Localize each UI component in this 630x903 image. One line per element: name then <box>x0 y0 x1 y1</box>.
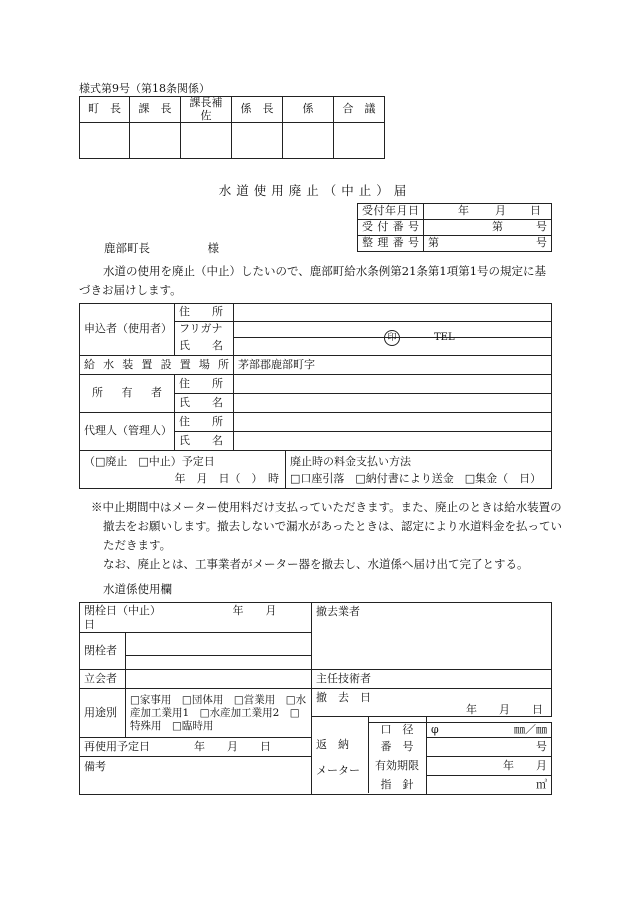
approval-header-consultation: 合 議 <box>334 97 385 123</box>
payment-method-cell[interactable] <box>286 451 552 489</box>
usage-label: 用途別 <box>80 689 126 738</box>
note-definition: なお、廃止とは、工事業者がメーター器を撤去し、水道係へ届け出て完了とする。 <box>103 557 529 571</box>
witness-label: 立会者 <box>80 670 126 689</box>
payment-label: 廃止時の料金支払い方法 <box>290 455 411 468</box>
approval-stamp-cell[interactable] <box>80 123 130 159</box>
chief-engineer-field[interactable]: 主任技術者 <box>312 670 552 689</box>
schedule-date-cell[interactable] <box>80 451 286 489</box>
meter-caliber-value[interactable]: 口 径 φ ㎜／㎜ <box>427 723 552 738</box>
meter-expiry-label: 有効期限 <box>375 759 419 773</box>
approval-header-subsection-chief: 係 長 <box>232 97 283 123</box>
meter-reading-value[interactable]: 指 針 ㎥ <box>427 776 552 795</box>
application-table <box>79 303 552 489</box>
owner-name-label: 氏 名 <box>175 394 234 413</box>
closing-date-field[interactable]: 閉栓日（中止） 年 月 日 <box>80 603 312 633</box>
closer-field-2[interactable] <box>126 656 312 670</box>
owner-address-field[interactable] <box>234 375 552 394</box>
agent-address-field[interactable] <box>234 413 552 432</box>
schedule-label: （□廃止 □中止）予定日 <box>84 455 215 468</box>
intro-text: 水道の使用を廃止（中止）したいので、鹿部町給水条例第21条第1項第1号の規定に基づきお届けします。 <box>79 264 547 297</box>
applicant-address-field[interactable] <box>234 304 552 322</box>
tel-label: TEL <box>434 332 455 343</box>
applicant-name-label: 氏 名 <box>175 338 234 356</box>
removal-date-label: 撤 去 日 <box>316 691 371 704</box>
office-use-table <box>79 602 552 795</box>
meter-grid-divider <box>368 716 369 793</box>
remover-field[interactable]: 撤去業者 <box>312 603 552 670</box>
owner-label: 所有者 <box>80 375 175 413</box>
return-label: 返 納 <box>316 738 349 752</box>
remarks-field[interactable]: 備考 <box>80 757 312 795</box>
meter-reading-label: 指 針 <box>380 778 414 792</box>
receipt-table <box>357 203 552 252</box>
approval-stamp-cell[interactable] <box>130 123 181 159</box>
removal-date-value: 年 月 日 <box>466 702 544 716</box>
approval-stamp-cell[interactable] <box>181 123 232 159</box>
meter-label: メーター <box>316 764 360 778</box>
agent-name-field[interactable] <box>234 432 552 451</box>
reuse-date-field[interactable]: 再使用予定日 年 月 日 <box>80 738 312 757</box>
receipt-number-label: 受付番号 <box>358 220 424 236</box>
receipt-date-value[interactable]: 年 月 日 <box>424 204 552 220</box>
applicant-address-label: 住 所 <box>175 304 234 322</box>
agent-name-label: 氏 名 <box>175 432 234 451</box>
office-section-heading: 水道係使用欄 <box>103 582 172 596</box>
approval-header-section-chief: 課 長 <box>130 97 181 123</box>
meter-caliber-label: 口 径 <box>380 723 414 737</box>
agent-address-label: 住 所 <box>175 413 234 432</box>
approval-table <box>79 96 385 159</box>
meter-expiry-value[interactable]: 有効期限 年 月 <box>427 757 552 776</box>
meter-grid-rule <box>368 722 427 723</box>
approval-header-deputy-chief: 課長補佐 <box>181 97 232 123</box>
meter-number-value[interactable]: 番 号 号 <box>427 738 552 757</box>
approval-header-mayor: 町 長 <box>80 97 130 123</box>
note-suspension: ※中止期間中はメーター使用料だけ支払っていただきます。また、廃止のときは給水装置の撤去をお願いします。撤去しないで漏水があったときは、認定により水道料金を払っていただきます。 <box>91 500 562 552</box>
receipt-number-value[interactable]: 第 号 <box>424 220 552 236</box>
owner-name-field[interactable] <box>234 394 552 413</box>
usage-options[interactable]: □家事用 □団体用 □営業用 □水産加工業用1 □水産加工業用2 □特殊用 □臨時用 <box>126 689 312 738</box>
meter-number-label: 番 号 <box>380 740 414 754</box>
form-number: 様式第9号（第18条関係） <box>79 82 210 95</box>
location-label: 給水装置設置場所 <box>80 356 234 375</box>
owner-address-label: 住 所 <box>175 375 234 394</box>
payment-options: □口座引落 □納付書により送金 □集金（ 日） <box>290 472 542 485</box>
agent-label: 代理人（管理人） <box>80 413 175 451</box>
applicant-label: 申込者（使用者） <box>80 304 175 356</box>
approval-stamp-cell[interactable] <box>232 123 283 159</box>
receipt-date-label: 受付年月日 <box>358 204 424 220</box>
closer-field[interactable] <box>126 633 312 656</box>
addressee: 鹿部町長 様 <box>104 241 219 255</box>
schedule-date: 年 月 日（ ） 時 <box>174 472 279 485</box>
location-field[interactable]: 茅部郡鹿部町字 <box>234 356 552 375</box>
approval-header-staff: 係 <box>283 97 334 123</box>
applicant-name-field[interactable] <box>234 332 552 356</box>
witness-field[interactable] <box>126 670 312 689</box>
approval-stamp-cell[interactable] <box>283 123 334 159</box>
approval-stamp-cell[interactable] <box>334 123 385 159</box>
closer-label: 閉栓者 <box>80 633 126 670</box>
seal-mark: 印 <box>384 330 400 346</box>
removal-date-cell[interactable] <box>312 689 552 717</box>
manage-number-label: 整理番号 <box>358 236 424 252</box>
page-title: 水道使用廃止（中止）届 <box>218 183 412 198</box>
manage-number-value[interactable]: 第 号 <box>424 236 552 252</box>
applicant-furigana-label: フリガナ <box>175 322 234 338</box>
